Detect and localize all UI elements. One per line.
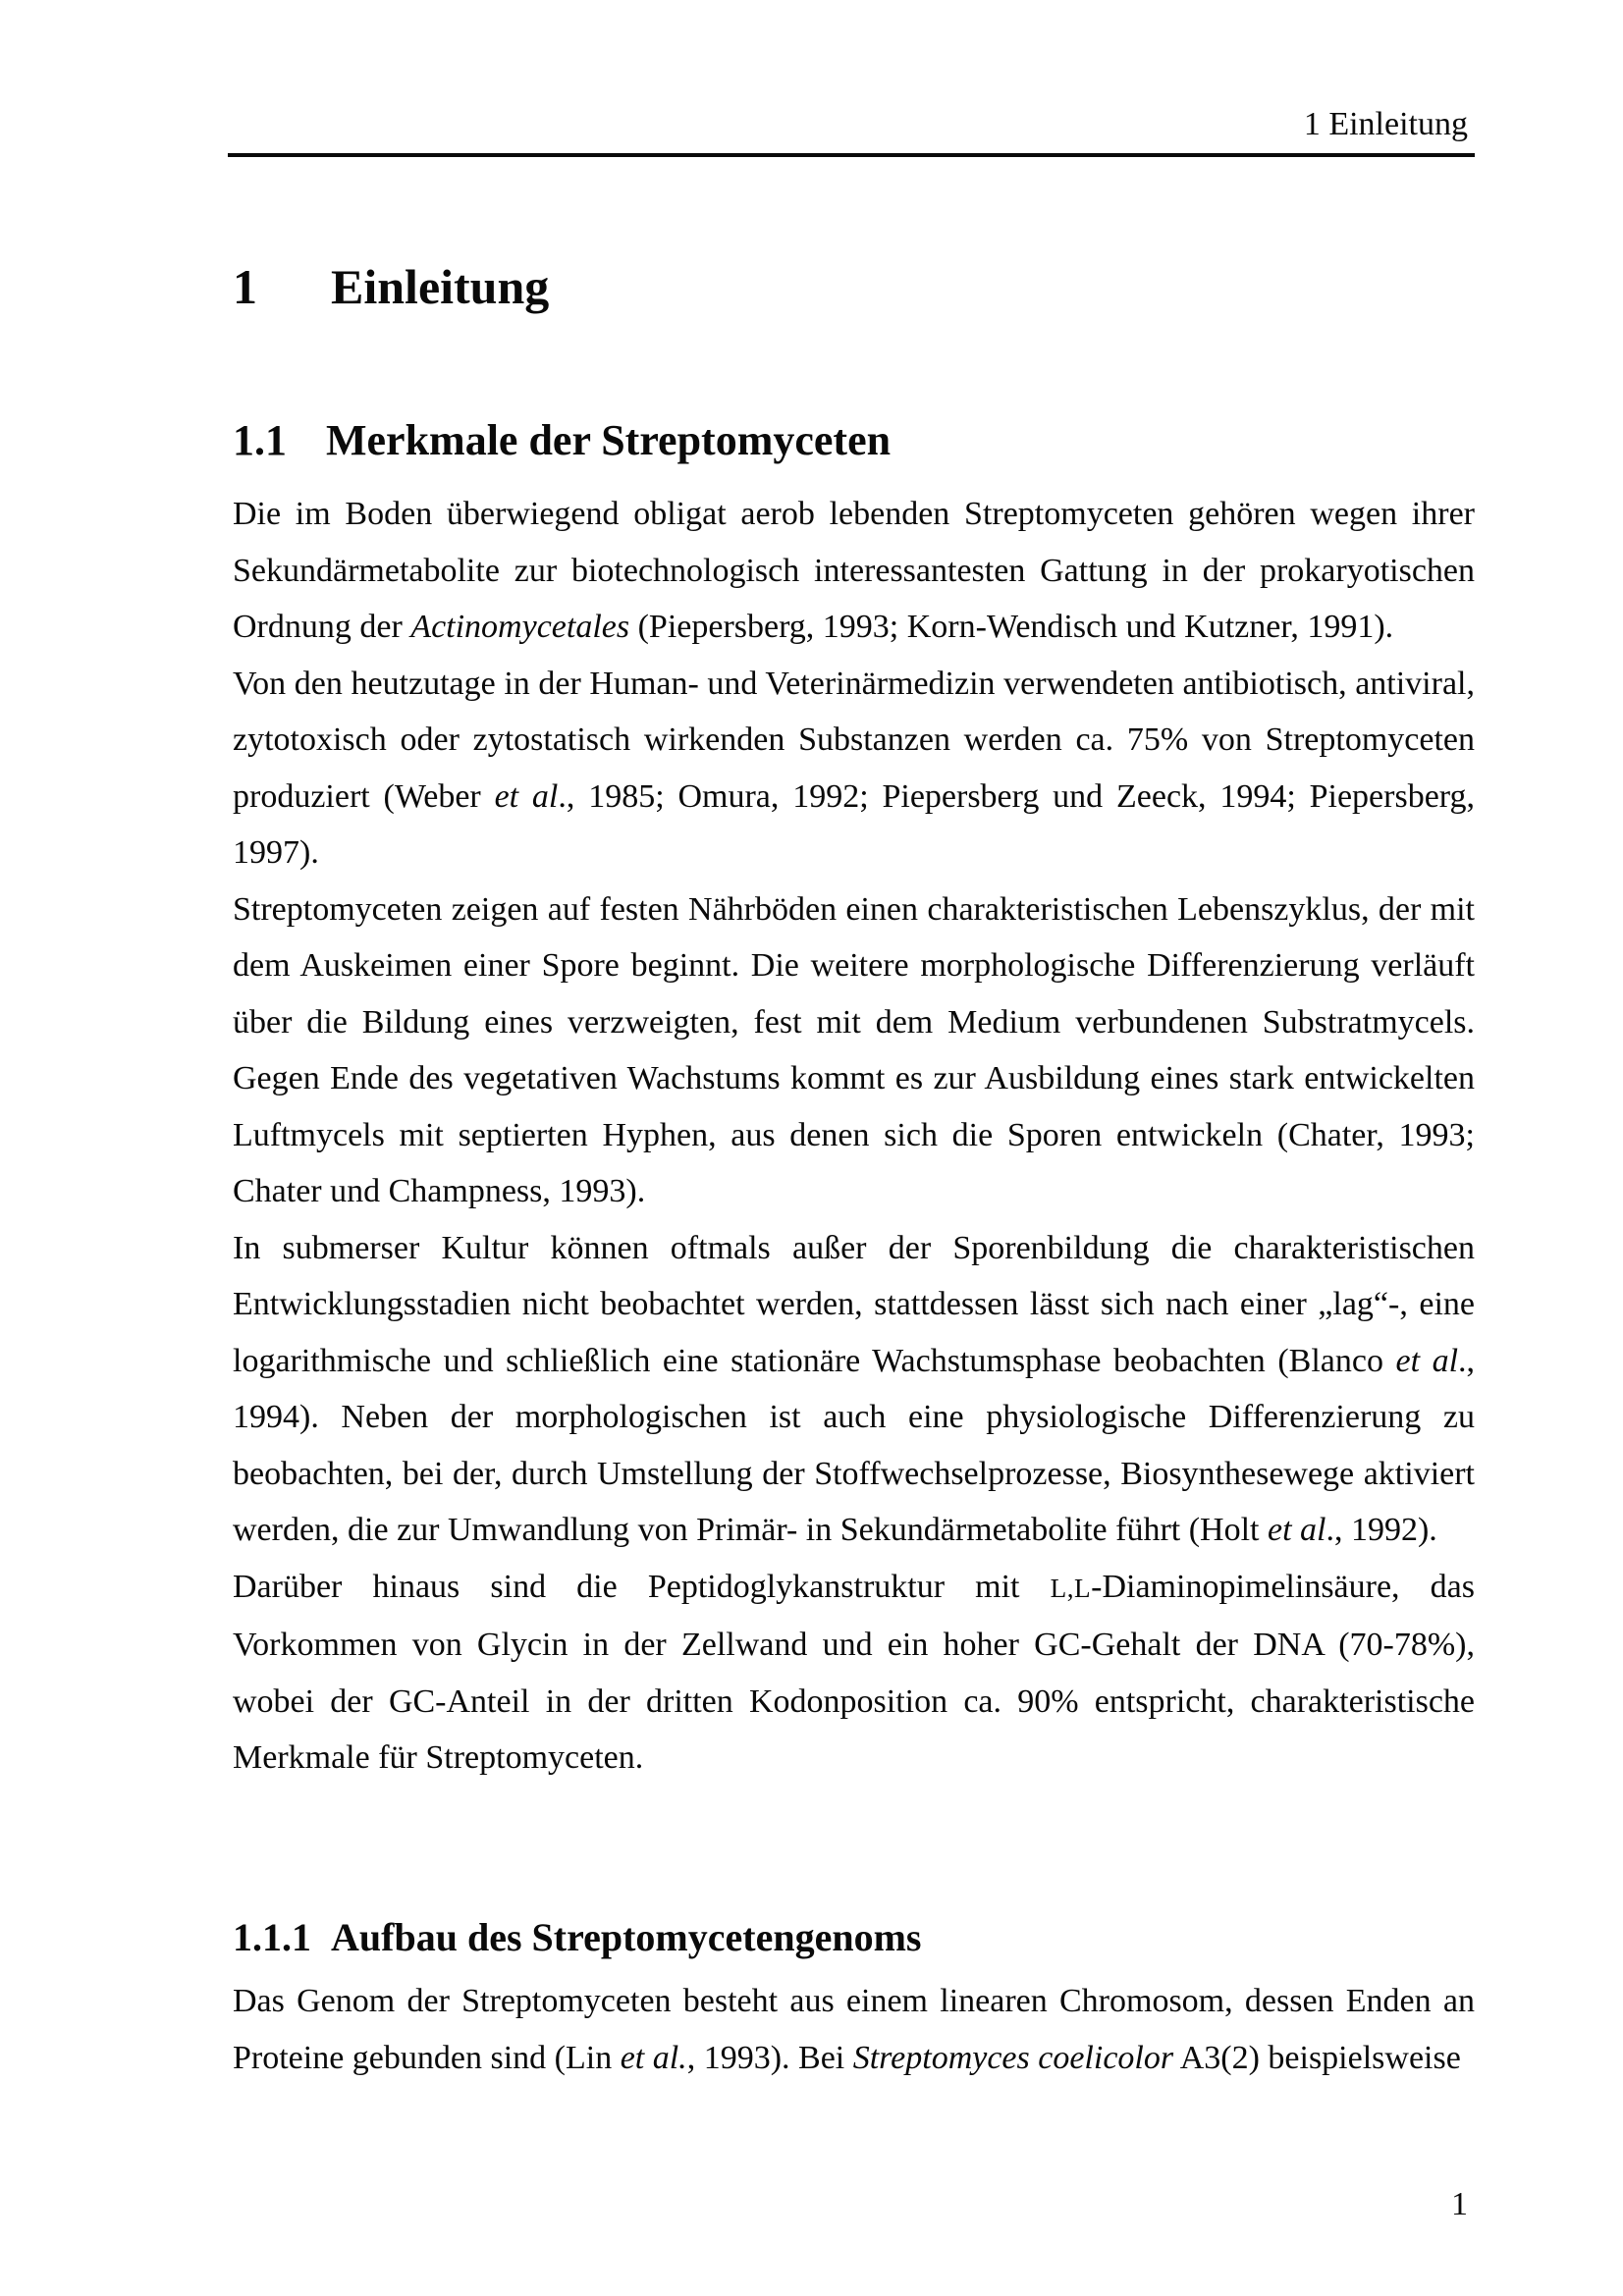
paragraph: Von den heutzutage in der Human- und Veterinärmedizin verwendeten antibiotisch, antiviral, zytotoxisch oder zytostatisch wirkenden Substanzen werden ca. 75% von Streptomyceten produziert (Weber et al., 1985; Omura, 1992; Piepersberg und Zeeck, 1994; Piepersberg, 1997). — [233, 665, 1476, 871]
heading-title: Einleitung — [331, 258, 550, 314]
paragraph: Das Genom der Streptomyceten besteht aus einem linearen Chromosom, dessen Enden an Proteine gebunden sind (Lin et al., 1993). Bei Streptomyces coelicolor A3(2) beispielsweise — [233, 1983, 1475, 2076]
paragraph: Darüber hinaus sind die Peptidoglykanstruktur mit L,L-Diaminopimelinsäure, das Vorkommen von Glycin in der Zellwand und ein hoher GC-Gehalt der DNA (70-78%), wobei der GC-Anteil in der dritten Kodonposition ca. 90% entspricht, charakteristische Merkmale für Streptomyceten. — [233, 1568, 1475, 1776]
heading-number: 1 — [233, 258, 257, 314]
running-header: 1 Einleitung — [1303, 106, 1468, 142]
section-1-1-1-paragraphs — [233, 1973, 1475, 2086]
heading-title: Merkmale der Streptomyceten — [326, 415, 892, 464]
paragraph: Die im Boden überwiegend obligat aerob lebenden Streptomyceten gehören wegen ihrer Sekundärmetabolite zur biotechnologisch interessantesten Gattung in der prokaryotischen Ordnung der Actinomycetales (Piepersberg, 1993; Korn-Wendisch und Kutzner, 1991). — [233, 496, 1475, 645]
paragraph: Streptomyceten zeigen auf festen Nährböden einen charakteristischen Lebenszyklus, der mit dem Auskeimen einer Spore beginnt. Die weitere morphologische Differenzierung verläuft über die Bildung eines verzweigten, fest mit dem Medium verbundenen Substratmycels. Gegen Ende des vegetativen Wachstums kommt es zur Ausbildung eines stark entwickelten Luftmycels mit septierten Hyphen, aus denen sich die Sporen entwickeln (Chater, 1993; Chater und Champness, 1993). — [233, 890, 1475, 1209]
heading-number: 1.1.1 — [233, 1915, 311, 1959]
header-rule — [228, 153, 1475, 157]
section-heading-1-1-1 — [233, 1914, 921, 1961]
section-heading-1 — [233, 257, 549, 316]
paragraph: In submerser Kultur können oftmals außer der Sporenbildung die charakteristischen Entwicklungsstadien nicht beobachtet werden, stattdessen lässt sich nach einer „lag“-, eine logarithmische und schließlich eine stationäre Wachstumsphase beobachten (Blanco et al., 1994). Neben der morphologischen ist auch eine physiologische Differenzierung zu beobachten, bei der, durch Umstellung der Stoffwechselprozesse, Biosynthesewege aktiviert werden, die zur Umwandlung von Primär- in Sekundärmetabolite führt (Holt et al., 1992). — [233, 1229, 1476, 1548]
heading-title: Aufbau des Streptomycetengenoms — [331, 1915, 922, 1959]
heading-number: 1.1 — [233, 415, 287, 464]
section-heading-1-1 — [233, 414, 891, 466]
section-1-1-paragraphs — [233, 486, 1475, 1787]
page-number: 1 — [1451, 2186, 1468, 2222]
